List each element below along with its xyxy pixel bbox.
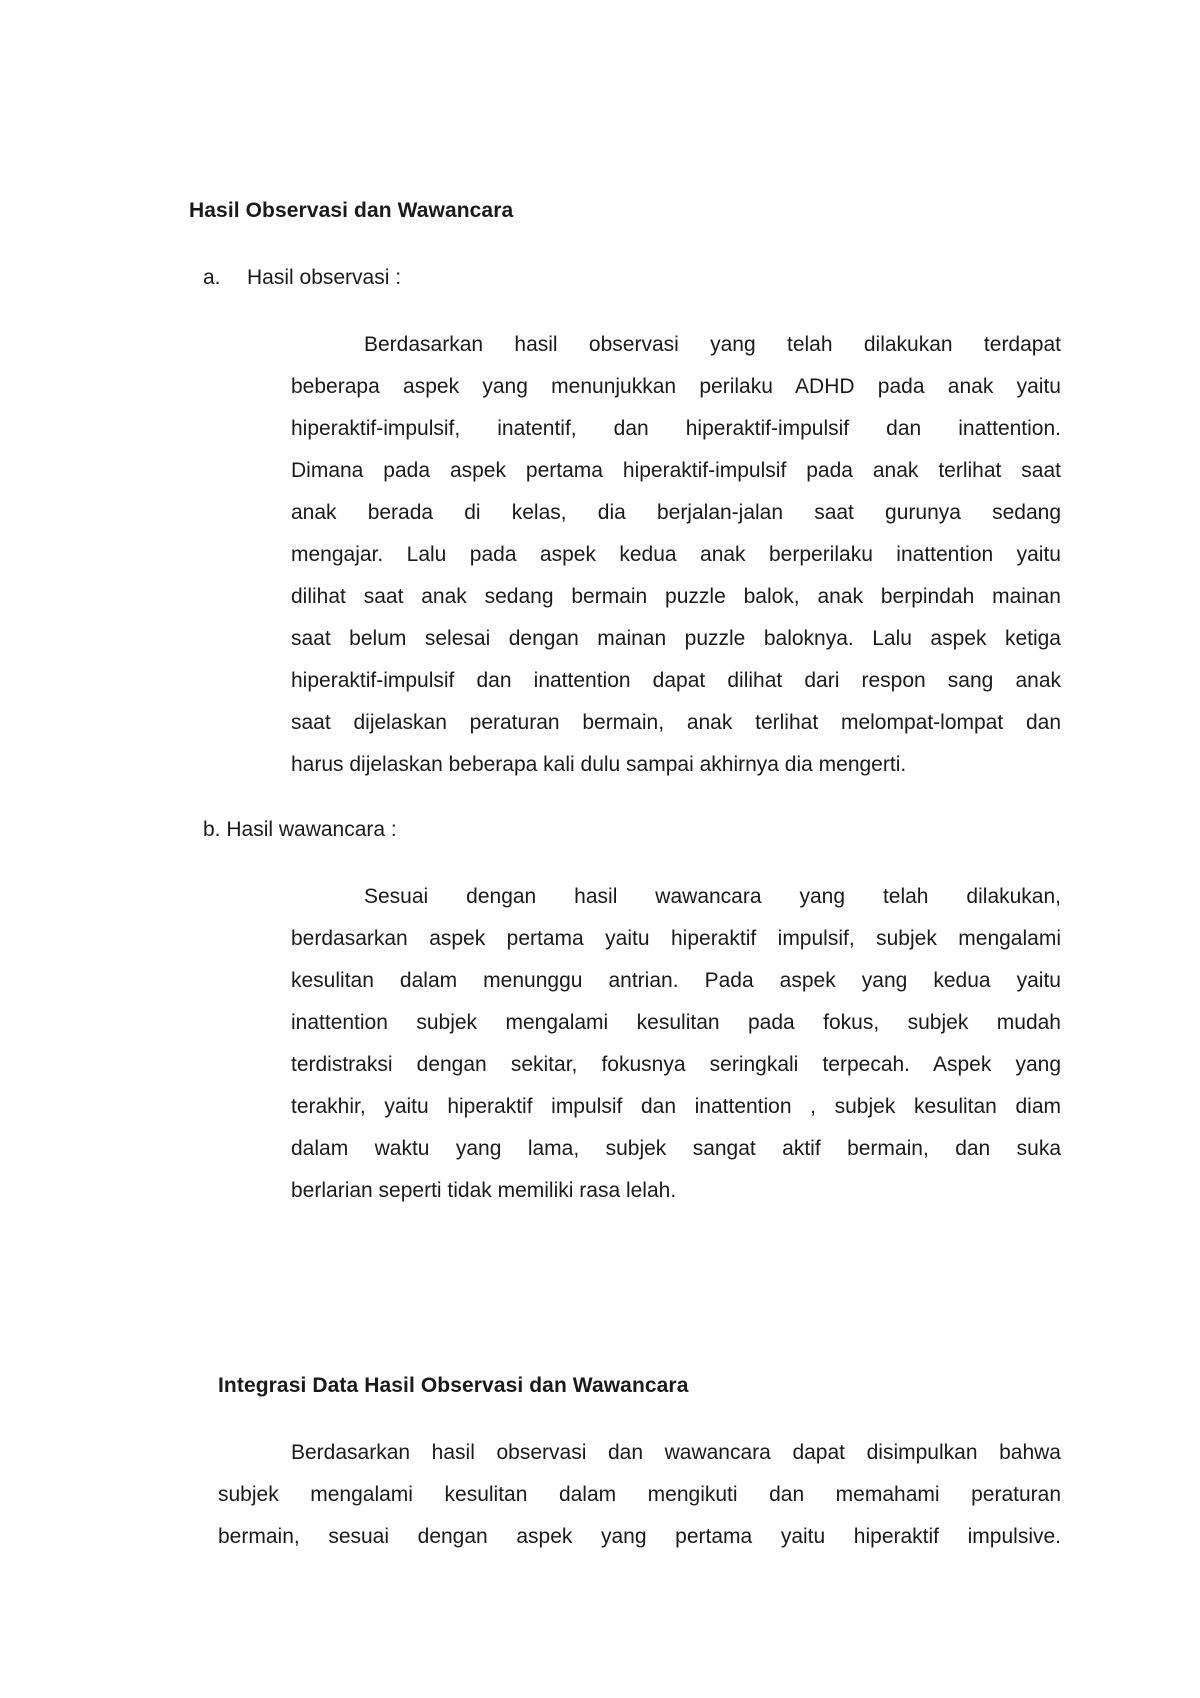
paragraph-line: hiperaktif-impulsif dan inattention dapat dilihat dari respon sang anak	[291, 669, 1061, 692]
paragraph-line: hiperaktif-impulsif, inatentif, dan hiperaktif-impulsif dan inattention.	[291, 417, 1061, 440]
paragraph-line: Dimana pada aspek pertama hiperaktif-impulsif pada anak terlihat saat	[291, 459, 1061, 482]
paragraph-line: saat dijelaskan peraturan bermain, anak terlihat melompat-lompat dan	[291, 711, 1061, 734]
list-marker-a: a.	[203, 266, 221, 289]
paragraph-line: mengajar. Lalu pada aspek kedua anak berperilaku inattention yaitu	[291, 543, 1061, 566]
section-title-integrasi: Integrasi Data Hasil Observasi dan Wawancara	[218, 1374, 689, 1397]
paragraph-line: terdistraksi dengan sekitar, fokusnya seringkali terpecah. Aspek yang	[291, 1053, 1061, 1076]
paragraph-wawancara	[291, 876, 1061, 1212]
paragraph-line: subjek mengalami kesulitan dalam mengikuti dan memahami peraturan	[218, 1483, 1061, 1506]
paragraph-line: Berdasarkan hasil observasi dan wawancara dapat disimpulkan bahwa	[291, 1441, 1061, 1464]
paragraph-observasi	[291, 324, 1061, 786]
paragraph-line: berlarian seperti tidak memiliki rasa lelah.	[291, 1179, 677, 1202]
paragraph-line: berdasarkan aspek pertama yaitu hiperaktif impulsif, subjek mengalami	[291, 927, 1061, 950]
paragraph-line: harus dijelaskan beberapa kali dulu sampai akhirnya dia mengerti.	[291, 753, 907, 776]
paragraph-line: bermain, sesuai dengan aspek yang pertama yaitu hiperaktif impulsive.	[218, 1525, 1061, 1548]
list-label-wawancara: b. Hasil wawancara :	[203, 818, 397, 841]
paragraph-line: anak berada di kelas, dia berjalan-jalan saat gurunya sedang	[291, 501, 1061, 524]
paragraph-integrasi	[218, 1432, 1061, 1558]
list-label-observasi: Hasil observasi :	[247, 266, 402, 289]
paragraph-line: beberapa aspek yang menunjukkan perilaku ADHD pada anak yaitu	[291, 375, 1061, 398]
paragraph-line: dilihat saat anak sedang bermain puzzle balok, anak berpindah mainan	[291, 585, 1061, 608]
paragraph-line: kesulitan dalam menunggu antrian. Pada aspek yang kedua yaitu	[291, 969, 1061, 992]
paragraph-line: Sesuai dengan hasil wawancara yang telah dilakukan,	[364, 885, 1061, 908]
paragraph-line: Berdasarkan hasil observasi yang telah dilakukan terdapat	[364, 333, 1061, 356]
paragraph-line: inattention subjek mengalami kesulitan pada fokus, subjek mudah	[291, 1011, 1061, 1034]
paragraph-line: terakhir, yaitu hiperaktif impulsif dan inattention , subjek kesulitan diam	[291, 1095, 1061, 1118]
paragraph-line: saat belum selesai dengan mainan puzzle baloknya. Lalu aspek ketiga	[291, 627, 1061, 650]
paragraph-line: dalam waktu yang lama, subjek sangat aktif bermain, dan suka	[291, 1137, 1061, 1160]
section-title: Hasil Observasi dan Wawancara	[189, 199, 514, 222]
